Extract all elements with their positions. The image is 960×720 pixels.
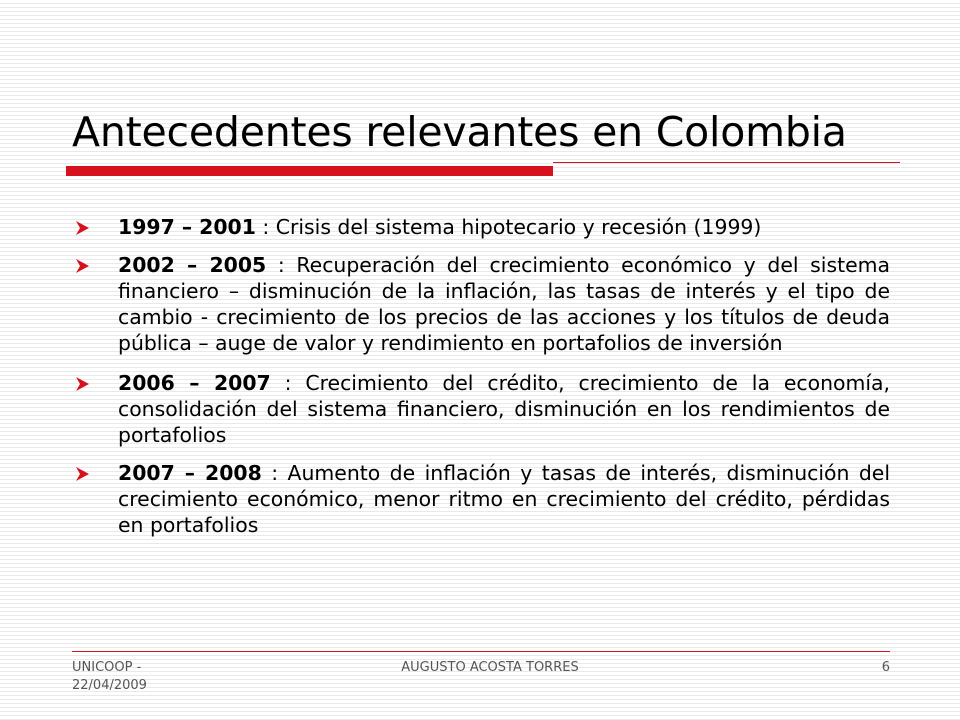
footer-rule: [72, 651, 890, 652]
bullet-item: [72, 370, 890, 448]
bullet-text: : Crisis del sistema hipotecario y recesión (1999): [255, 215, 762, 239]
bullet-period: 1997 – 2001: [118, 215, 256, 239]
title-accent-bar: [66, 166, 553, 176]
bullet-item: [72, 214, 890, 240]
bullet-list: [72, 214, 890, 550]
bullet-period: 2006 – 2007: [118, 371, 271, 395]
page-number: 6: [881, 660, 890, 675]
slide-title: Antecedentes relevantes en Colombia: [72, 108, 847, 156]
bullet-item: [72, 252, 890, 356]
footer-organization-date: UNICOOP - 22/04/2009: [72, 660, 147, 693]
bullet-period: 2007 – 2008: [118, 461, 262, 485]
arrow-right-icon: [74, 258, 90, 274]
bullet-text: : Recuperación del crecimiento económico y del sistema financiero – disminución de la inflación, las tasas de interés y el tipo de cambio - crecimiento de los precios de las acciones y los títulos de deuda pública – auge de valor y rendimiento en portafolios de inversión: [118, 253, 890, 355]
arrow-right-icon: [74, 466, 90, 482]
bullet-period: 2002 – 2005: [118, 253, 267, 277]
arrow-right-icon: [74, 220, 90, 236]
footer-author: AUGUSTO ACOSTA TORRES: [401, 660, 579, 675]
arrow-right-icon: [74, 376, 90, 392]
bullet-item: [72, 460, 890, 538]
title-underline-rule: [553, 162, 900, 163]
bullet-text: : Aumento de inflación y tasas de interés, disminución del crecimiento económico, menor ritmo en crecimiento del crédito, pérdidas en portafolios: [118, 461, 890, 537]
bullet-text: : Crecimiento del crédito, crecimiento de la economía, consolidación del sistema financiero, disminución en los rendimientos de portafolios: [118, 371, 890, 447]
